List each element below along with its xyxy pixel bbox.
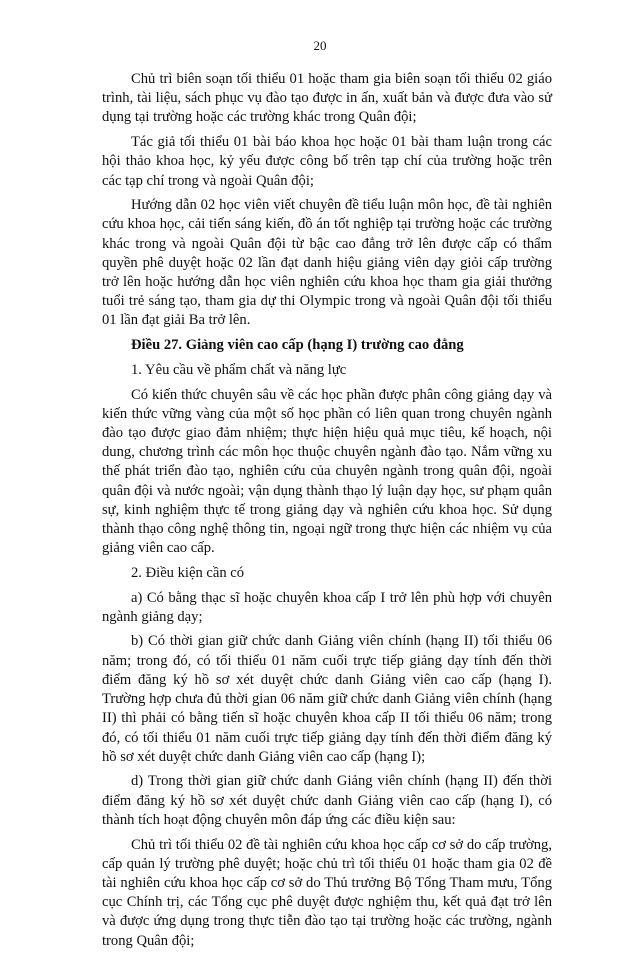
- paragraph: d) Trong thời gian giữ chức danh Giảng viên chính (hạng II) đến thời điểm đăng ký hồ sơ xét duyệt chức danh Giảng viên cao cấp (hạng I), có thành tích hoạt động chuyên môn đáp ứng các điều kiện sau:: [102, 773, 552, 828]
- paragraph: Có kiến thức chuyên sâu về các học phần được phân công giảng dạy và kiến thức vững vàng của một số học phần có liên quan trong chuyên ngành đào tạo được giao đảm nhiệm; thực hiện hiệu quả mục tiêu, kế hoạch, nội dung, chương trình các môn học thuộc chuyên ngành đào tạo. Nắm vững xu thế phát triển đào tạo, nghiên cứu của chuyên ngành trong quân đội, ngoài quân đội và nước ngoài; vận dụng thành thạo lý luận dạy học, sư phạm quân sự, kinh nghiệm thực tế trong giảng dạy và nghiên cứu khoa học. Sử dụng thành thạo công nghệ thông tin, ngoại ngữ trong thực hiện các nhiệm vụ của giảng viên cao cấp.: [102, 386, 552, 557]
- document-body: [102, 70, 552, 956]
- paragraph: Chủ trì biên soạn tối thiểu 01 hoặc tham gia biên soạn tối thiểu 02 giáo trình, tài liệu, sách phục vụ đào tạo được in ấn, xuất bản và được đưa vào sử dụng tại trường hoặc các trường khác trong Quân đội;: [102, 71, 552, 126]
- paragraph: b) Có thời gian giữ chức danh Giảng viên chính (hạng II) tối thiểu 06 năm; trong đó, có tối thiểu 01 năm cuối trực tiếp giảng dạy tính đến thời điểm đăng ký hồ sơ xét duyệt chức danh Giảng viên cao cấp (hạng I). Trường hợp chưa đủ thời gian 06 năm giữ chức danh Giảng viên chính (hạng II) thì phải có bằng tiến sĩ hoặc chuyên khoa cấp II tối thiểu 06 năm; trong đó, có tối thiểu 01 năm cuối trực tiếp giảng dạy tính đến thời điểm đăng ký hồ sơ xét duyệt chức danh Giảng viên cao cấp (hạng I);: [102, 633, 552, 765]
- section-heading: 1. Yêu cầu về phẩm chất và năng lực: [131, 361, 347, 378]
- paragraph: Chủ trì tối thiểu 02 đề tài nghiên cứu khoa học cấp cơ sở do cấp trường, cấp quản lý trường phê duyệt; hoặc chủ trì tối thiểu 01 hoặc tham gia 02 đề tài nghiên cứu khoa học cấp cơ sở do Thủ trưởng Bộ Tổng Tham mưu, Tổng cục Chính trị, các Tổng cục phê duyệt được nghiệm thu, kết quả đạt trở lên và được ứng dụng trong thực tiễn đào tạo tại trường hoặc các trường, ngành trong Quân đội;: [102, 836, 552, 949]
- paragraph: a) Có bằng thạc sĩ hoặc chuyên khoa cấp I trở lên phù hợp với chuyên ngành giảng dạy;: [102, 589, 552, 625]
- section-heading: 2. Điều kiện cần có: [131, 564, 245, 581]
- article-heading: Điều 27. Giảng viên cao cấp (hạng I) trường cao đẳng: [131, 337, 464, 354]
- paragraph: Tác giả tối thiểu 01 bài báo khoa học hoặc 01 bài tham luận trong các hội thảo khoa học, kỷ yếu được công bố trên tạp chí của trường hoặc trên các tạp chí trong và ngoài Quân đội;: [102, 134, 552, 189]
- paragraph: Hướng dẫn 02 học viên viết chuyên đề tiểu luận môn học, đề tài nghiên cứu khoa học, cải tiến sáng kiến, đồ án tốt nghiệp tại trường hoặc các trường khác trong và ngoài Quân đội từ bậc cao đẳng trở lên được cấp có thẩm quyền phê duyệt hoặc 02 lần đạt danh hiệu giảng viên dạy giỏi cấp trường trở lên hoặc hướng dẫn học viên nghiên cứu khoa học tham gia giải thưởng tuổi trẻ sáng tạo, tham gia dự thi Olympic trong và ngoài Quân đội tối thiểu 01 lần đạt giải Ba trở lên.: [102, 197, 552, 329]
- page-number: 20: [313, 38, 327, 53]
